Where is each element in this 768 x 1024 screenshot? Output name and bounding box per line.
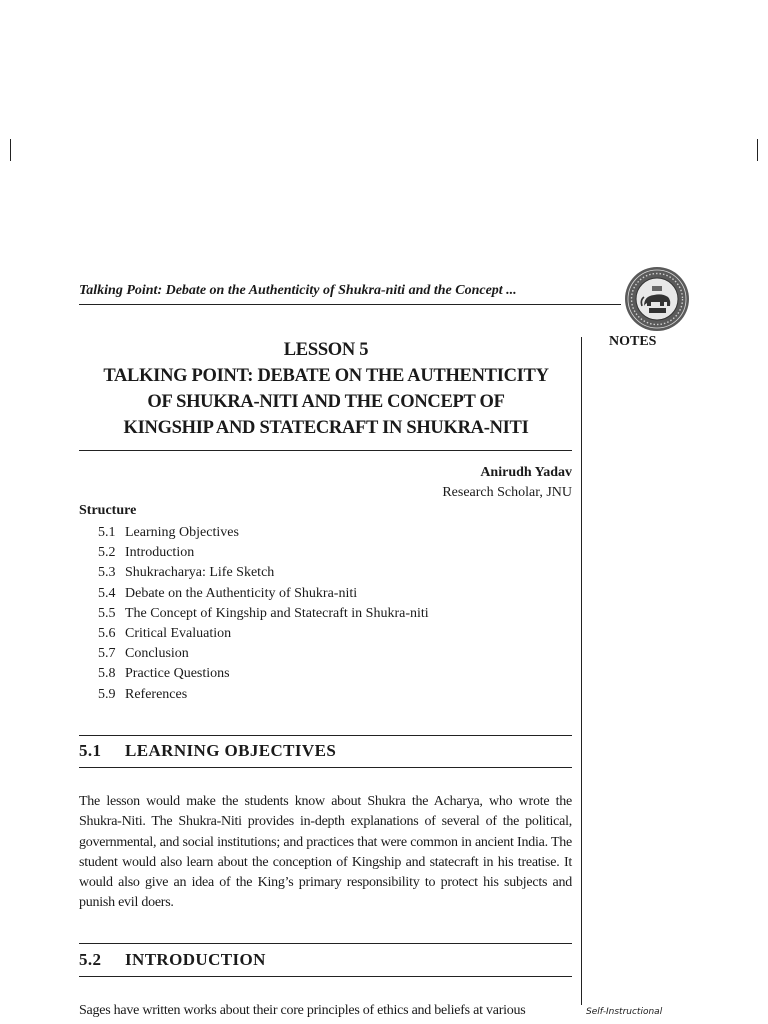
crop-mark-left: [10, 139, 11, 161]
margin-notes-label: NOTES: [609, 334, 657, 349]
footer-tag: Self-Instructional: [586, 1007, 663, 1017]
section-rule: [79, 767, 572, 768]
author-block: [442, 463, 572, 503]
toc-item: 5.8 Practice Questions: [98, 666, 230, 682]
crop-mark-right: [757, 139, 758, 161]
lesson-title: [79, 337, 573, 441]
running-head: Talking Point: Debate on the Authenticity of Shukra-niti and the Concept ...: [79, 283, 517, 298]
section-rule: [79, 976, 572, 977]
toc-item: 5.5 The Concept of Kingship and Statecraft in Shukra-niti: [98, 605, 429, 621]
toc-item: 5.3 Shukracharya: Life Sketch: [98, 565, 275, 581]
structure-heading: Structure: [79, 503, 137, 518]
university-seal-icon: [624, 266, 690, 332]
lesson-number: LESSON 5: [283, 340, 369, 360]
section-rule: [79, 943, 572, 944]
section-heading-introduction: 5.2 INTRODUCTION: [79, 950, 266, 969]
lesson-title-line: KINGSHIP AND STATECRAFT IN SHUKRA-NITI: [123, 418, 529, 438]
toc-item: 5.2 Introduction: [98, 545, 195, 561]
toc-item: 5.4 Debate on the Authenticity of Shukra-niti: [98, 585, 358, 601]
header-rule: [79, 304, 621, 305]
title-rule: [79, 450, 572, 451]
toc-item: 5.7 Conclusion: [98, 646, 189, 662]
toc-item: 5.9 References: [98, 686, 188, 702]
author-name: Anirudh Yadav: [480, 465, 572, 480]
margin-rule: [581, 337, 582, 1005]
toc-item: 5.6 Critical Evaluation: [98, 625, 232, 641]
learning-objectives-paragraph: The lesson would make the students know about Shukra the Acharya, who wrote the Shukra-Niti. The Shukra-Niti provides in-depth explanations of several of the political, governmental, and social institutions; and practices that were common in ancient India. The student would also learn about the conception of Kingship and statecraft in his treatise. It would also give an idea of the King’s primary responsibility to protect his subjects and punish evil doers.: [79, 794, 572, 911]
table-of-contents: [98, 523, 429, 705]
lesson-title-line: OF SHUKRA-NITI AND THE CONCEPT OF: [147, 392, 505, 412]
section-heading-learning-objectives: 5.1 LEARNING OBJECTIVES: [79, 741, 337, 760]
section-rule: [79, 735, 572, 736]
lesson-title-line: TALKING POINT: DEBATE ON THE AUTHENTICITY: [103, 366, 549, 386]
toc-item: 5.1 Learning Objectives: [98, 525, 239, 540]
author-affiliation: Research Scholar, JNU: [442, 485, 572, 500]
introduction-paragraph: Sages have written works about their core principles of ethics and beliefs at various: [79, 1003, 526, 1018]
